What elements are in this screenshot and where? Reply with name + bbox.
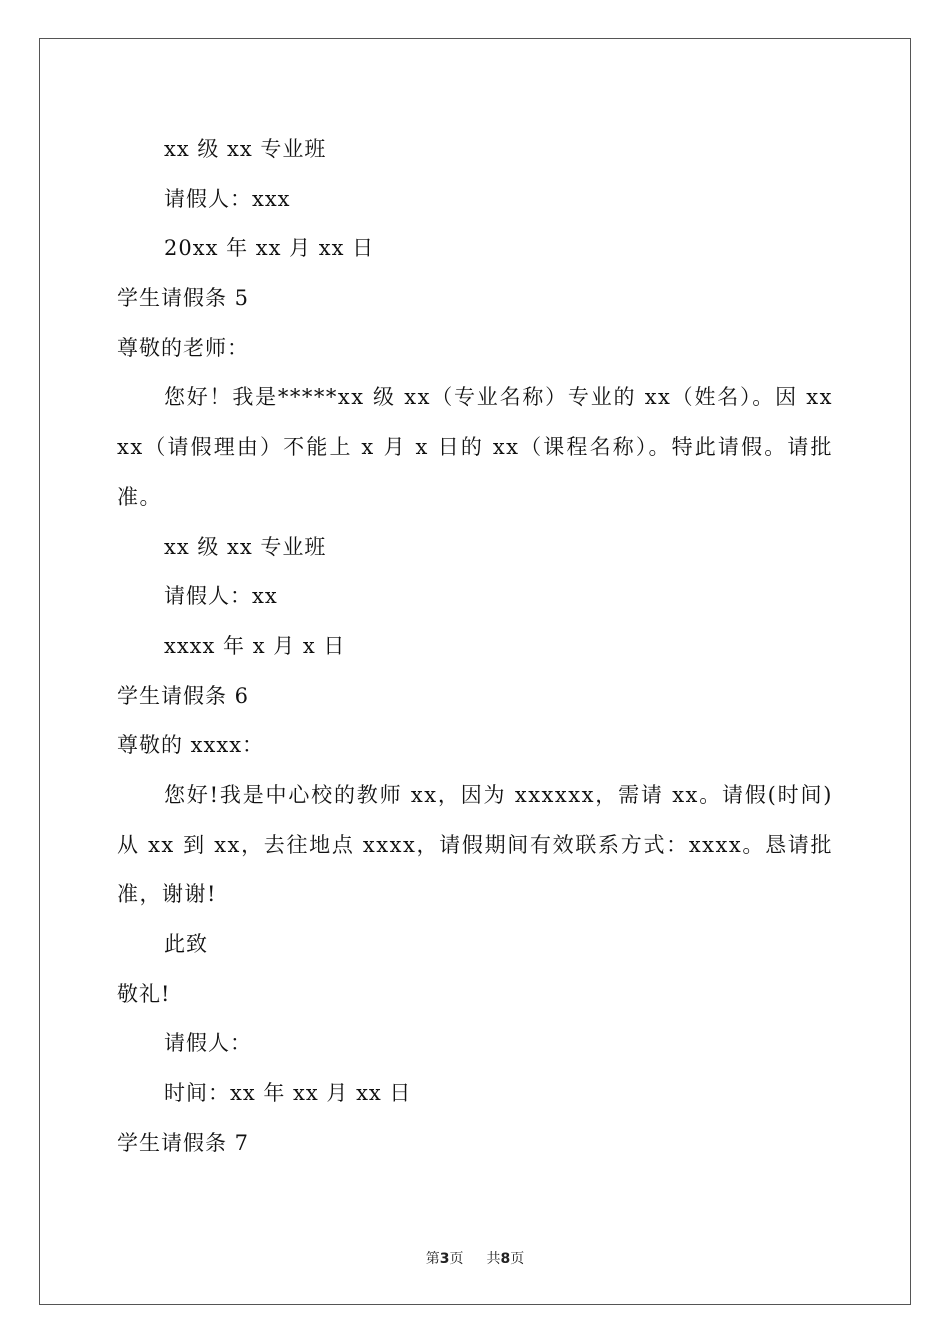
date-line: xxxx 年 x 月 x 日 <box>164 633 346 658</box>
footer-page-suffix: 页 <box>449 1251 464 1267</box>
closing-line: 此致 <box>164 932 208 957</box>
salutation-line: 尊敬的 xxxx： <box>117 733 265 758</box>
section-title-5: 学生请假条 5 <box>117 286 250 311</box>
document-body <box>117 125 833 1169</box>
applicant-line: 请假人： <box>164 1031 252 1056</box>
section-title-7: 学生请假条 7 <box>117 1130 250 1155</box>
footer-total-pages: 8 <box>500 1251 511 1267</box>
applicant-line: 请假人：xxx <box>164 186 291 211</box>
section-title-6: 学生请假条 6 <box>117 683 250 708</box>
class-line: xx 级 xx 专业班 <box>164 137 327 161</box>
date-line: 20xx 年 xx 月 xx 日 <box>164 236 375 261</box>
applicant-line: 请假人：xx <box>164 584 278 609</box>
footer-page-prefix: 第 <box>425 1251 440 1267</box>
footer-total-prefix: 共 <box>486 1251 501 1267</box>
salutation-line: 尊敬的老师： <box>117 335 249 360</box>
body-paragraph-1: 您好！我是*****xx 级 xx（专业名称）专业的 xx（姓名）。因 xxxx（请假理由）不能上 x 月 x 日的 xx（课程名称）。特此请假。请批准。 <box>117 385 833 509</box>
page-footer <box>0 1248 950 1268</box>
footer-total-suffix: 页 <box>510 1251 525 1267</box>
time-line: 时间：xx 年 xx 月 xx 日 <box>164 1081 412 1106</box>
regards-line: 敬礼! <box>117 981 171 1006</box>
footer-page-number: 3 <box>439 1251 450 1267</box>
class-line: xx 级 xx 专业班 <box>164 534 327 559</box>
body-paragraph-2: 您好!我是中心校的教师 xx，因为 xxxxxx，需请 xx。请假(时间)从 xx 到 xx，去往地点 xxxx，请假期间有效联系方式：xxxx。恳请批准，谢谢! <box>117 782 833 907</box>
